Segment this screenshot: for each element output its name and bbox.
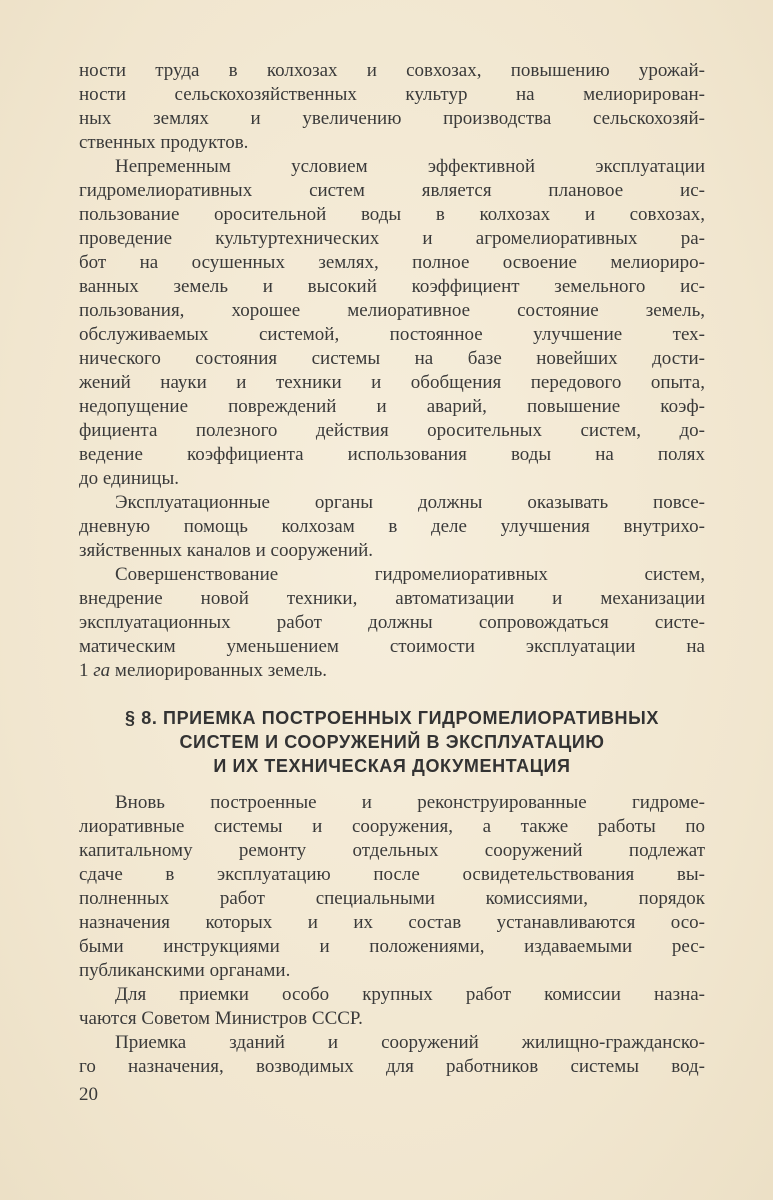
text-line: лиоративные системы и сооружения, а также работы по — [79, 816, 705, 837]
text-line: Для приемки особо крупных работ комиссии назна- — [115, 984, 705, 1005]
text-line: матическим уменьшением стоимости эксплуатации на — [79, 636, 705, 657]
text-line: ственных продуктов. — [79, 132, 249, 153]
body-text-bottom — [79, 791, 705, 1079]
text-line: сдаче в эксплуатацию после освидетельствования вы- — [79, 864, 705, 885]
text-line — [79, 659, 705, 683]
text-line: фициента полезного действия оросительных систем, до- — [79, 420, 705, 441]
paragraph-3 — [79, 491, 705, 563]
text-line: го назначения, возводимых для работников системы вод- — [79, 1056, 705, 1077]
text-line: ведение коэффициента использования воды на полях — [79, 444, 705, 465]
paragraph-5 — [79, 791, 705, 983]
text-line: до единицы. — [79, 468, 179, 489]
text-line: капитальному ремонту отдельных сооружений подлежат — [79, 840, 705, 861]
text-line: дневную помощь колхозам в деле улучшения внутрихо- — [79, 516, 705, 537]
text-line: обслуживаемых системой, постоянное улучшение тех- — [79, 324, 705, 345]
text-fragment: 1 — [79, 660, 94, 681]
section-heading — [79, 706, 705, 778]
text-line: жений науки и техники и обобщения передового опыта, — [79, 372, 705, 393]
page-number: 20 — [79, 1084, 98, 1105]
text-line: Эксплуатационные органы должны оказывать повсе- — [115, 492, 705, 513]
text-line: гидромелиоративных систем является плановое ис- — [79, 180, 705, 201]
text-line: пользования, хорошее мелиоративное состояние земель, — [79, 300, 705, 321]
paragraph-2 — [79, 155, 705, 491]
unit-text: га — [93, 660, 111, 681]
heading-line: СИСТЕМ И СООРУЖЕНИЙ В ЭКСПЛУАТАЦИЮ — [179, 732, 605, 752]
text-line: пользование оросительной воды в колхозах и совхозах, — [79, 204, 705, 225]
text-line: полненных работ специальными комиссиями, порядок — [79, 888, 705, 909]
heading-line: § 8. ПРИЕМКА ПОСТРОЕННЫХ ГИДРОМЕЛИОРАТИВНЫХ — [125, 708, 659, 728]
text-line: ности сельскохозяйственных культур на мелиорирован- — [79, 84, 705, 105]
heading-line: И ИХ ТЕХНИЧЕСКАЯ ДОКУМЕНТАЦИЯ — [213, 756, 571, 776]
text-line: проведение культуртехнических и агромелиоративных ра- — [79, 228, 705, 249]
text-line: ности труда в колхозах и совхозах, повышению урожай- — [79, 60, 705, 81]
paragraph-1 — [79, 59, 705, 155]
text-line: эксплуатационных работ должны сопровождаться систе- — [79, 612, 705, 633]
text-line: публиканскими органами. — [79, 960, 291, 981]
paragraph-7 — [79, 1031, 705, 1079]
text-fragment: мелиорированных земель. — [110, 660, 327, 681]
paragraph-6 — [79, 983, 705, 1031]
body-text-top — [79, 59, 705, 683]
text-line: быми инструкциями и положениями, издаваемыми рес- — [79, 936, 705, 957]
text-line: зяйственных каналов и сооружений. — [79, 540, 374, 561]
text-line: чаются Советом Министров СССР. — [79, 1008, 363, 1029]
text-line: Вновь построенные и реконструированные гидроме- — [115, 792, 705, 813]
text-line: недопущение повреждений и аварий, повышение коэф- — [79, 396, 705, 417]
paragraph-4 — [79, 563, 705, 683]
text-line: бот на осушенных землях, полное освоение мелиориро- — [79, 252, 705, 273]
text-line: ванных земель и высокий коэффициент земельного ис- — [79, 276, 705, 297]
text-line: Приемка зданий и сооружений жилищно-гражданско- — [115, 1032, 705, 1053]
text-line: Непременным условием эффективной эксплуатации — [115, 156, 705, 177]
text-line: внедрение новой техники, автоматизации и механизации — [79, 588, 705, 609]
text-line: ных землях и увеличению производства сельскохозяй- — [79, 108, 705, 129]
text-line: нического состояния системы на базе новейших дости- — [79, 348, 705, 369]
text-line: назначения которых и их состав устанавливаются осо- — [79, 912, 705, 933]
text-line: Совершенствование гидромелиоративных систем, — [115, 564, 705, 585]
